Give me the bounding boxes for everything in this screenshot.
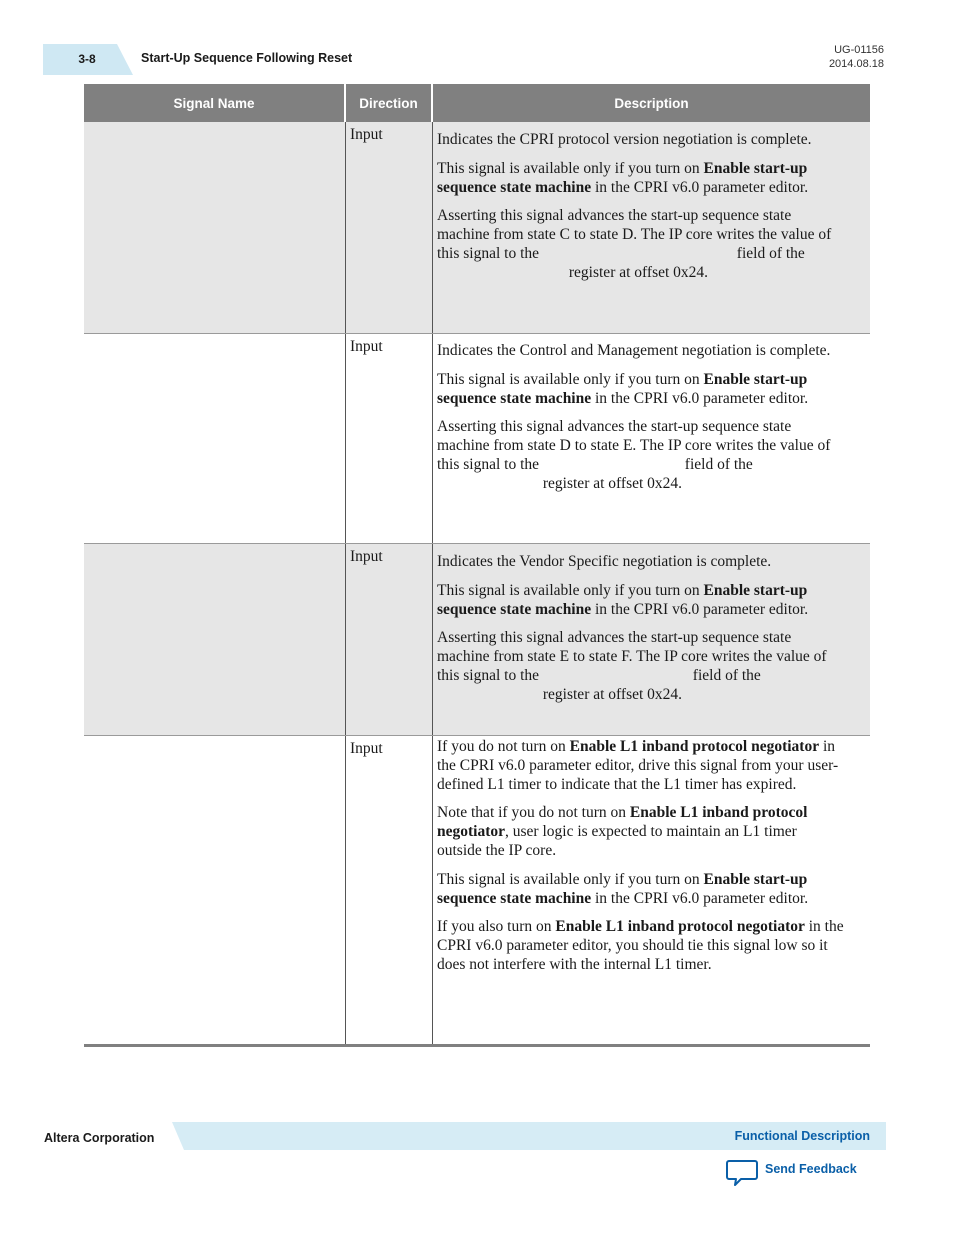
description-paragraph — [437, 131, 844, 150]
description-text: in the CPRI v6.0 parameter editor. — [591, 389, 809, 407]
description-text: in the CPRI v6.0 parameter editor, you should tie this signal low so it does not interfere with the internal L1 timer. — [437, 918, 844, 973]
doc-id: UG-01156 — [834, 44, 884, 56]
description-paragraph — [437, 804, 844, 860]
description-text: register at offset 0x24. — [565, 263, 709, 281]
page-number: 3-8 — [78, 52, 96, 66]
company-name: Altera Corporation — [44, 1131, 155, 1145]
description-text: If you also turn on — [437, 918, 556, 936]
column-header-direction: Direction — [346, 84, 433, 122]
table-row — [84, 122, 870, 334]
description-text: in the CPRI v6.0 parameter editor. — [591, 178, 809, 196]
signal-name-cell — [84, 544, 346, 735]
column-header-description: Description — [614, 95, 689, 111]
description-paragraph — [437, 371, 844, 409]
description-text: Asserting this signal advances the start-up sequence state machine from state E to state F. The IP core writes the value of this signal to the — [437, 629, 827, 684]
direction-cell: Input — [346, 736, 433, 1044]
direction-cell: Input — [346, 122, 433, 333]
signal-name-cell — [84, 736, 346, 1044]
signal-name-cell — [84, 334, 346, 543]
description-paragraph — [437, 342, 844, 361]
description-text: field of the — [680, 455, 753, 473]
description-text: register at offset 0x24. — [539, 474, 683, 492]
description-text: If you do not turn on — [437, 738, 570, 755]
description-text: Indicates the Vendor Specific negotiation is complete. — [437, 553, 772, 570]
parameter-name: Enable start-up sequence state machine — [437, 581, 808, 618]
table-row — [84, 544, 870, 736]
parameter-name: Enable L1 inband protocol negotiator — [569, 738, 820, 755]
table-row — [84, 334, 870, 544]
parameter-name: Enable L1 inband protocol negotiator — [555, 918, 805, 936]
doc-date: 2014.08.18 — [828, 58, 884, 70]
description-text: Asserting this signal advances the start-up sequence state machine from state D to state E. The IP core writes the value of this signal to the — [437, 418, 831, 473]
description-paragraph — [437, 207, 844, 282]
description-text: Asserting this signal advances the start-up sequence state machine from state C to state D. The IP core writes the value of this signal to the — [437, 207, 832, 262]
description-paragraph — [437, 553, 844, 572]
table-bottom-rule — [84, 1044, 870, 1047]
description-text: in the CPRI v6.0 parameter editor. — [591, 889, 809, 907]
description-text: field of the — [688, 666, 761, 684]
description-text: Note that if you do not turn on — [437, 804, 630, 822]
description-text: This signal is available only if you turn on — [437, 581, 704, 599]
description-cell — [433, 736, 870, 1044]
table-header — [84, 84, 870, 122]
description-text: This signal is available only if you turn on — [437, 870, 704, 888]
description-paragraph — [437, 738, 844, 794]
send-feedback-label: Send Feedback — [765, 1162, 857, 1176]
description-text: , user logic is expected to maintain an L1 timer outside the IP core. — [437, 823, 797, 859]
send-feedback-button[interactable] — [726, 1158, 866, 1188]
description-paragraph — [437, 871, 844, 909]
description-text: field of the — [732, 244, 805, 262]
description-cell — [433, 334, 870, 543]
doc-info — [829, 43, 884, 71]
description-cell — [433, 544, 870, 735]
functional-description-link[interactable]: Functional Description — [734, 1129, 870, 1143]
description-paragraph — [437, 418, 844, 493]
description-paragraph — [437, 582, 844, 620]
description-paragraph — [437, 629, 844, 704]
speech-bubble-icon — [726, 1158, 758, 1188]
description-text: in the CPRI v6.0 parameter editor. — [591, 600, 809, 618]
parameter-name: Enable start-up sequence state machine — [437, 370, 808, 407]
column-header-signal-name: Signal Name — [84, 84, 346, 122]
description-text: register at offset 0x24. — [539, 685, 683, 703]
parameter-name: Enable start-up sequence state machine — [437, 870, 808, 907]
description-text: This signal is available only if you turn on — [437, 159, 704, 177]
description-paragraph — [437, 918, 844, 974]
direction-cell: Input — [346, 334, 433, 543]
parameter-name: Enable L1 inband protocol negotiator — [437, 804, 808, 841]
parameter-name: Enable start-up sequence state machine — [437, 159, 808, 196]
section-title: Start-Up Sequence Following Reset — [141, 51, 353, 65]
table-row — [84, 736, 870, 1044]
description-cell — [433, 122, 870, 333]
description-text: This signal is available only if you turn on — [437, 370, 704, 388]
description-paragraph — [437, 160, 844, 198]
description-text: Indicates the CPRI protocol version negotiation is complete. — [437, 131, 812, 148]
description-text: in the CPRI v6.0 parameter editor, drive this signal from your user-defined L1 timer to indicate that the L1 timer has expired. — [437, 738, 839, 793]
description-text: Indicates the Control and Management negotiation is complete. — [437, 342, 831, 359]
signal-table — [84, 84, 870, 1047]
direction-cell: Input — [346, 544, 433, 735]
signal-name-cell — [84, 122, 346, 333]
